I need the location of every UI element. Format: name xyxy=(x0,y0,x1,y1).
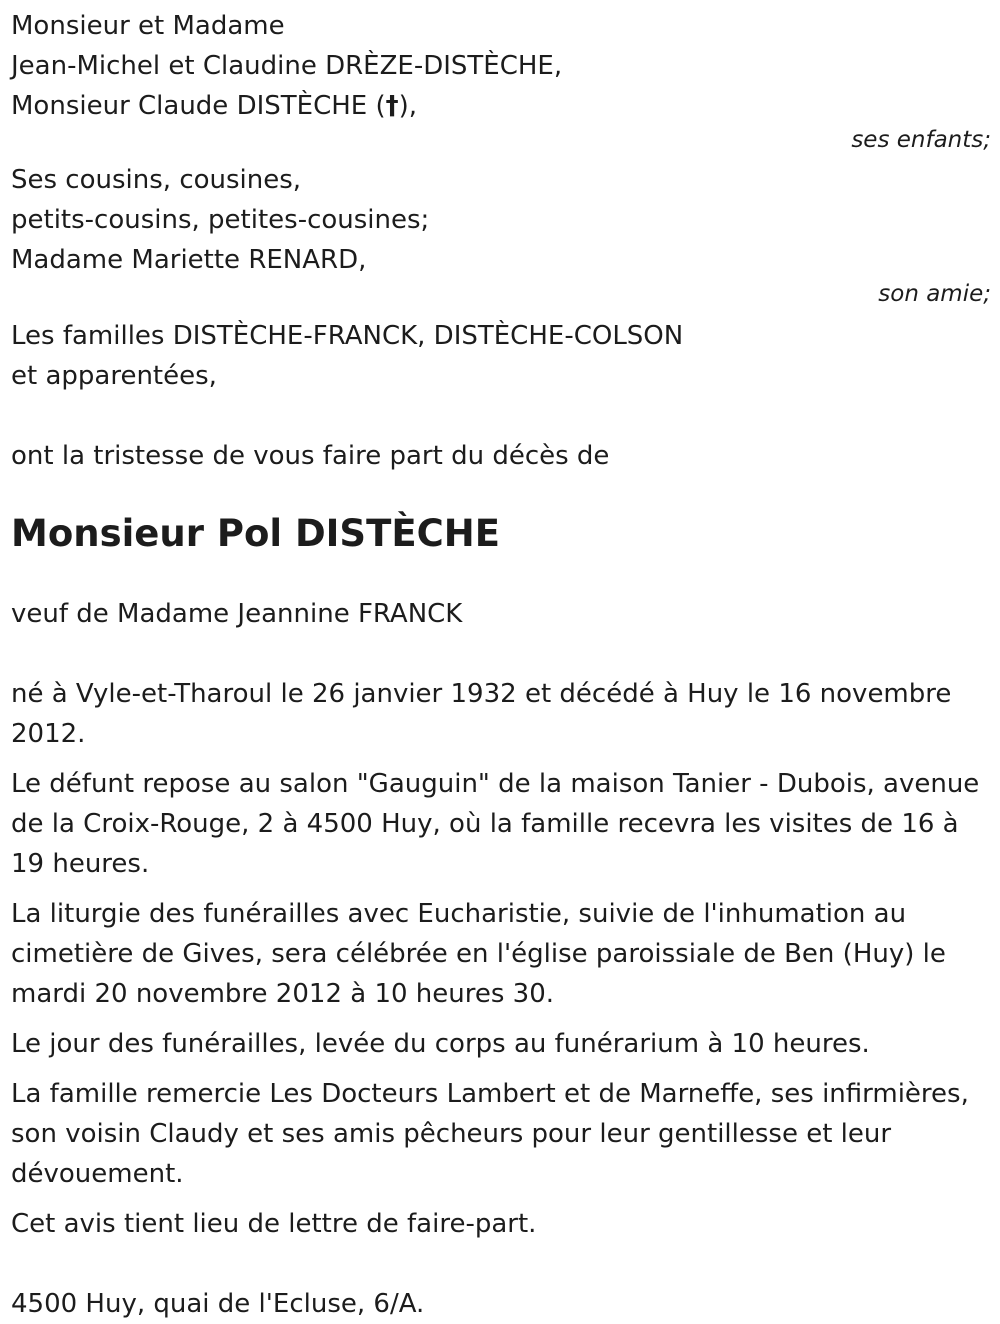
obituary-notice xyxy=(11,6,991,1324)
friend-role: son amie; xyxy=(878,281,991,307)
children-line-3-suffix: ), xyxy=(398,91,418,121)
notice-paragraph: Cet avis tient lieu de lettre de faire-part. xyxy=(11,1209,537,1239)
families-line-2: et apparentées, xyxy=(11,361,217,391)
children-line-1: Monsieur et Madame xyxy=(11,11,285,41)
children-group xyxy=(11,6,991,154)
birth-death-paragraph: né à Vyle-et-Tharoul le 26 janvier 1932 et décédé à Huy le 16 novembre 2012. xyxy=(11,679,952,749)
rest-paragraph: Le défunt repose au salon "Gauguin" de la maison Tanier - Dubois, avenue de la Croix-Rouge, 2 à 4500 Huy, où la famille recevra les visites de 16 à 19 heures. xyxy=(11,769,980,879)
funeral-day-paragraph: Le jour des funérailles, levée du corps au funérarium à 10 heures. xyxy=(11,1029,870,1059)
cousins-line-1: Ses cousins, cousines, xyxy=(11,165,302,195)
children-line-2: Jean-Michel et Claudine DRÈZE-DISTÈCHE, xyxy=(11,51,563,81)
thanks-paragraph: La famille remercie Les Docteurs Lambert et de Marneffe, ses infirmières, son voisin Claudy et ses amis pêcheurs pour leur gentillesse et leur dévouement. xyxy=(11,1079,969,1189)
cousins-line-2: petits-cousins, petites-cousines; xyxy=(11,205,430,235)
children-line-3-text: Monsieur Claude DISTÈCHE ( xyxy=(11,91,386,121)
families-line-1: Les familles DISTÈCHE-FRANCK, DISTÈCHE-COLSON xyxy=(11,321,684,351)
families-group xyxy=(11,316,991,396)
address-text: 4500 Huy, quai de l'Ecluse, 6/A. xyxy=(11,1289,425,1319)
widower-text: veuf de Madame Jeannine FRANCK xyxy=(11,599,463,629)
children-line-3 xyxy=(11,86,991,126)
deceased-name: Monsieur Pol DISTÈCHE xyxy=(11,512,500,555)
cousins-line-3: Madame Mariette RENARD, xyxy=(11,245,367,275)
cross-icon: † xyxy=(385,91,399,121)
announcement-text: ont la tristesse de vous faire part du décès de xyxy=(11,441,610,471)
cousins-group xyxy=(11,160,991,308)
liturgy-paragraph: La liturgie des funérailles avec Eucharistie, suivie de l'inhumation au cimetière de Gives, sera célébrée en l'église paroissiale de Ben (Huy) le mardi 20 novembre 2012 à 10 heures 30. xyxy=(11,899,946,1009)
children-role: ses enfants; xyxy=(851,127,991,153)
